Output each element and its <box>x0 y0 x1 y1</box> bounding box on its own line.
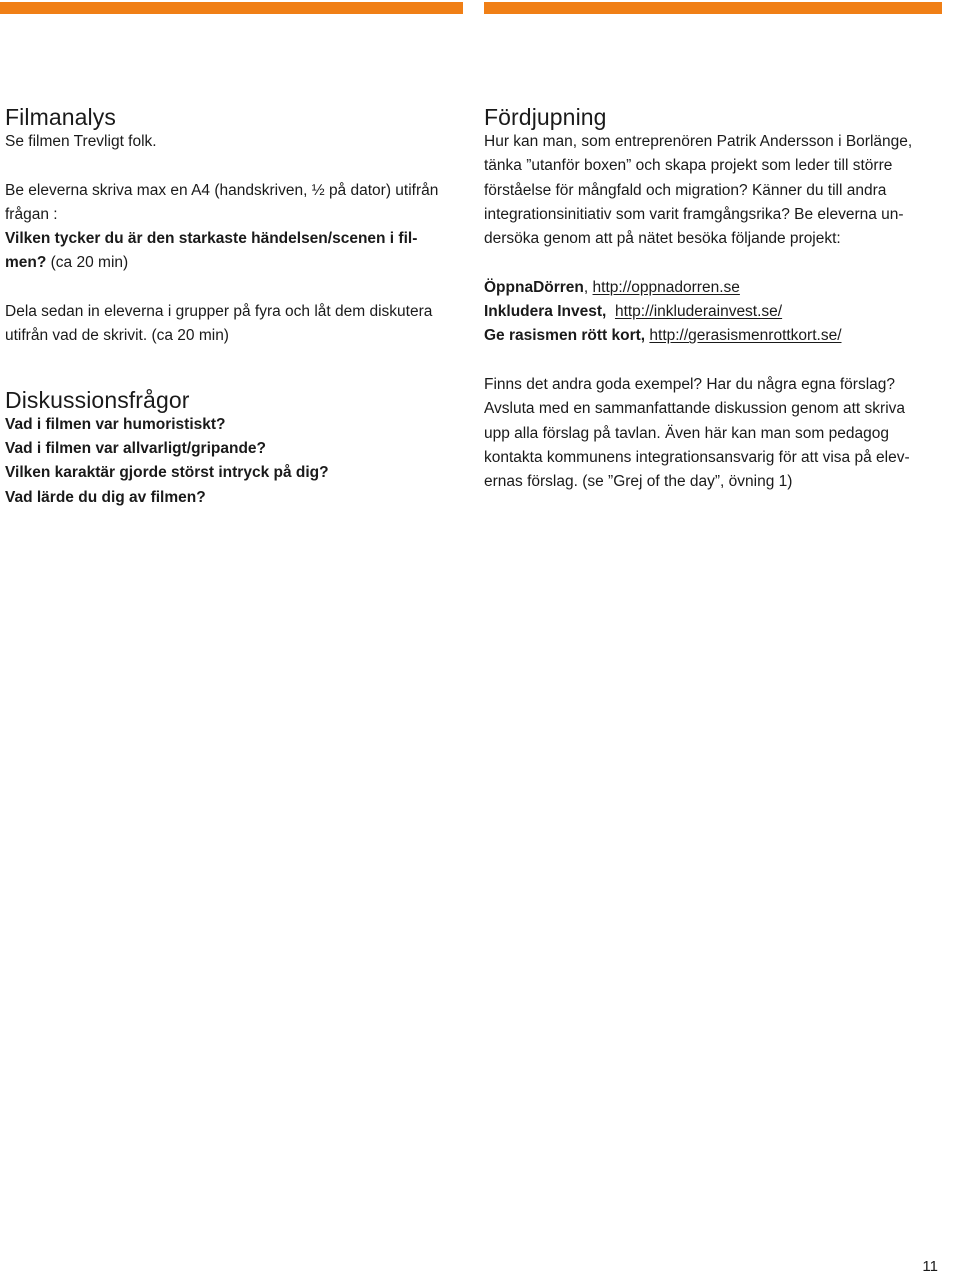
group-line-1: Dela sedan in eleverna i grupper på fyra och låt dem diskutera <box>5 303 433 321</box>
right-column <box>484 104 946 494</box>
question-line-1: Vilken tycker du är den starkaste händelsen/scenen i fil- <box>5 230 418 248</box>
left-column <box>5 104 465 510</box>
task-line-2: frågan : <box>5 205 58 223</box>
group-block <box>5 300 465 349</box>
task-block <box>5 179 465 276</box>
top-accent-bar-left <box>0 2 463 14</box>
fordjupning-line: Hur kan man, som entreprenören Patrik Andersson i Borlänge, <box>484 133 913 150</box>
closing-line: Avsluta med en sammanfattande diskussion genom att skriva <box>484 400 906 418</box>
question-line-2-bold: men? <box>5 254 47 272</box>
discussion-question: Vad i filmen var allvarligt/gripande? <box>5 439 266 457</box>
project-name: Ge rasismen rött kort, <box>484 327 646 345</box>
fordjupning-line: förståelse för mångfald och migration? Känner du till andra <box>484 181 887 199</box>
project-separator <box>606 303 615 320</box>
discussion-question: Vilken karaktär gjorde störst intryck på dig? <box>5 464 329 482</box>
project-item <box>484 300 946 324</box>
fordjupning-heading: Fördjupning <box>484 104 607 130</box>
filmanalys-heading: Filmanalys <box>5 104 116 130</box>
project-item <box>484 324 946 348</box>
project-name: Inkludera Invest, <box>484 303 607 321</box>
fordjupning-line: integrationsinitiativ som varit framgångsrika? Be eleverna un- <box>484 205 904 223</box>
fordjupning-body <box>484 130 946 251</box>
question-line-2 <box>5 251 465 275</box>
project-item <box>484 276 946 300</box>
project-link[interactable]: http://gerasismenrottkort.se/ <box>649 327 842 345</box>
closing-line: upp alla förslag på tavlan. Även här kan man som pedagog <box>484 424 889 442</box>
group-line-2: utifrån vad de skrivit. (ca 20 min) <box>5 327 229 345</box>
closing-line: Finns det andra goda exempel? Har du några egna förslag? <box>484 375 896 393</box>
project-link[interactable]: http://oppnadorren.se <box>592 278 740 296</box>
project-list <box>484 276 946 349</box>
project-link[interactable]: http://inkluderainvest.se/ <box>614 303 783 321</box>
fordjupning-line: dersöka genom att på nätet besöka följande projekt: <box>484 230 841 248</box>
discussion-questions <box>5 413 465 510</box>
question-line-2-rest: (ca 20 min) <box>46 254 129 272</box>
page-number: 11 <box>922 1258 938 1275</box>
diskussion-heading: Diskussionsfrågor <box>5 386 190 413</box>
fordjupning-line: tänka ”utanför boxen” och skapa projekt som leder till större <box>484 157 893 175</box>
project-separator: , <box>583 278 593 296</box>
closing-line: ernas förslag. (se ”Grej of the day”, övning 1) <box>484 473 793 491</box>
discussion-question: Vad lärde du dig av filmen? <box>5 488 206 506</box>
discussion-question: Vad i filmen var humoristiskt? <box>5 415 226 433</box>
filmanalys-intro: Se filmen Trevligt folk. <box>5 133 157 150</box>
task-line-1: Be eleverna skriva max en A4 (handskriven, ½ på dator) utifrån <box>5 181 439 199</box>
closing-line: kontakta kommunens integrationsansvarig för att visa på elev- <box>484 448 910 466</box>
top-accent-bar-right <box>484 2 942 14</box>
project-name: ÖppnaDörren <box>484 278 584 296</box>
closing-block <box>484 373 946 494</box>
